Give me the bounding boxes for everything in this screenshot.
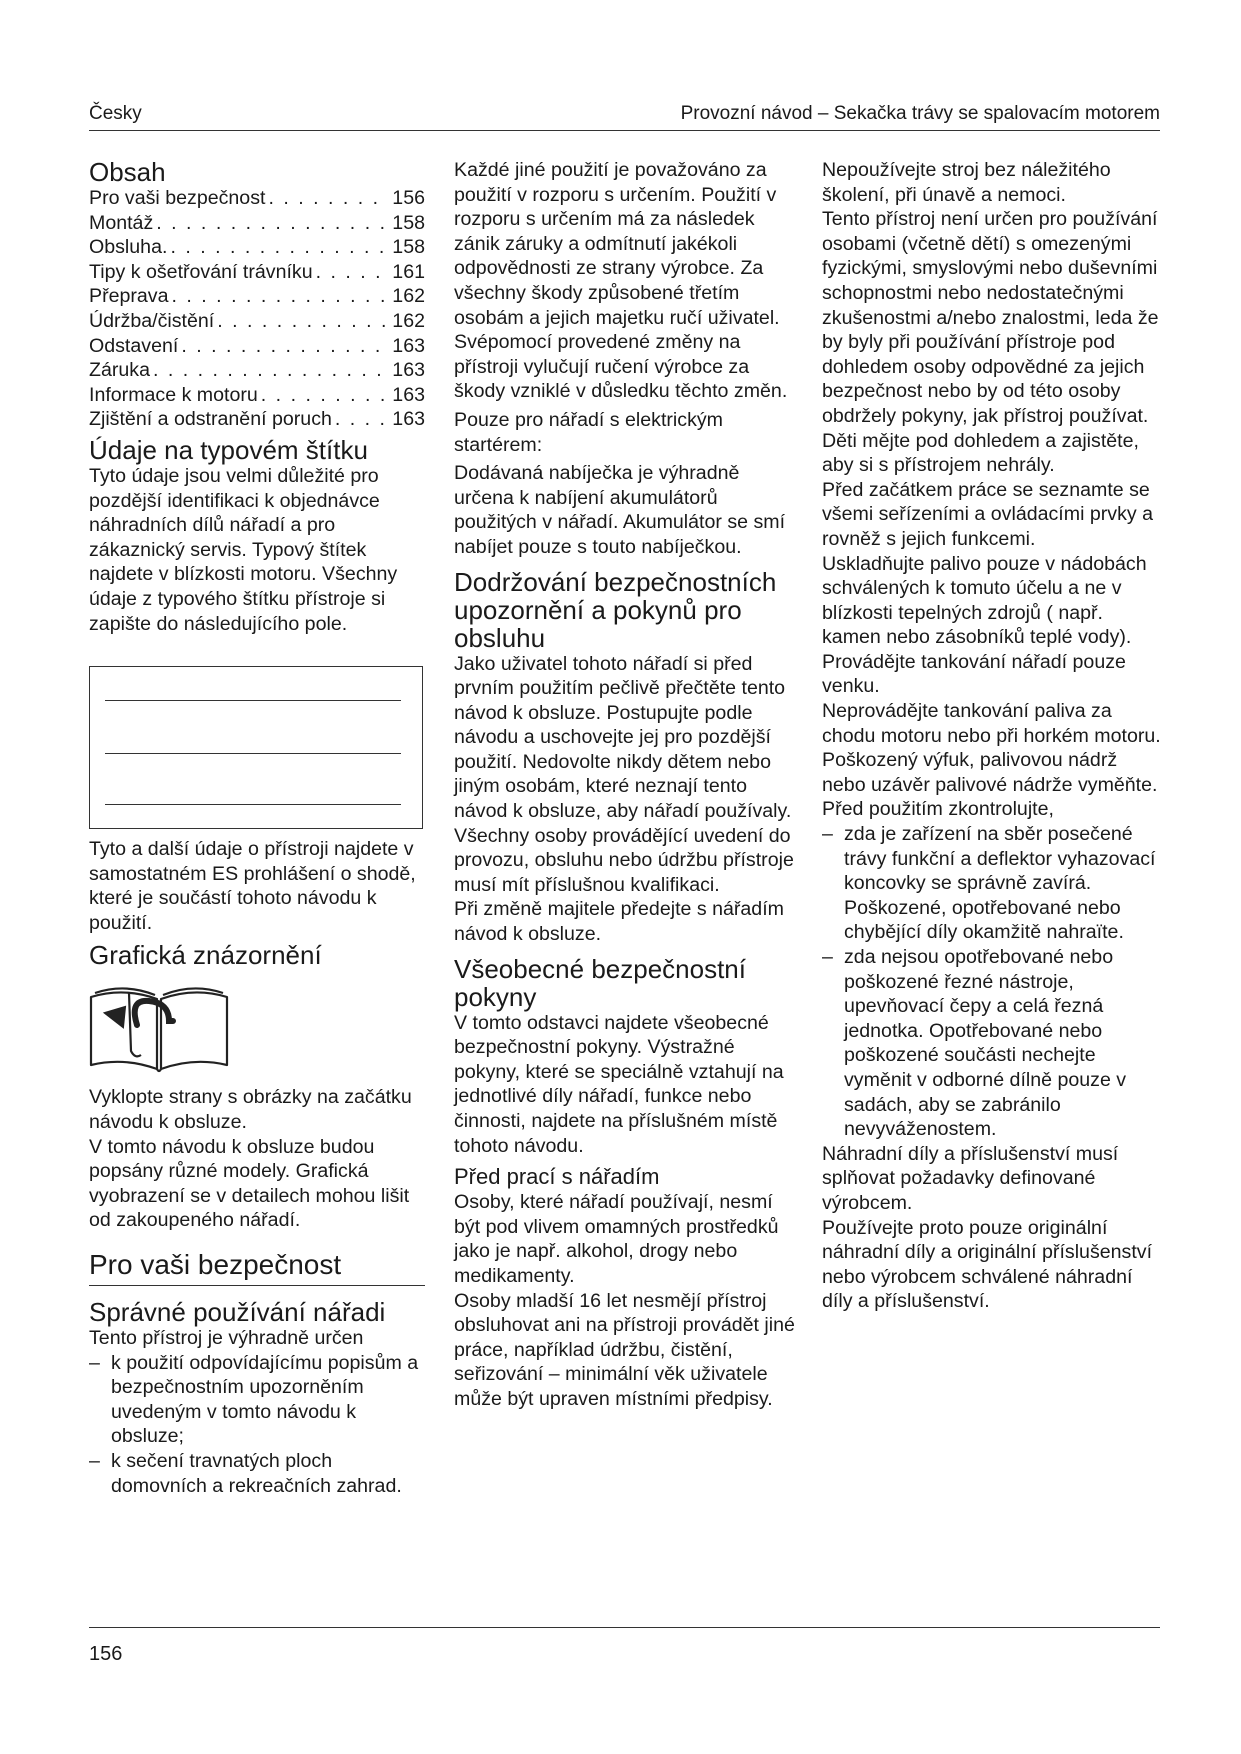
toc-dots bbox=[153, 358, 389, 383]
electric-starter-heading: Pouze pro nářadí s elektrickým startérem: bbox=[454, 408, 723, 456]
open-book-icon bbox=[89, 977, 229, 1075]
toc-row[interactable] bbox=[89, 211, 425, 236]
toc-page: 158 bbox=[392, 211, 425, 234]
use-intro: Tento přístroj je výhradně určen bbox=[89, 1327, 364, 1350]
use-list bbox=[89, 1351, 425, 1499]
toc-dots bbox=[170, 235, 389, 260]
header-doc-title: Provozní návod – Sekačka trávy se spalovacím motorem bbox=[680, 103, 1160, 124]
use-heading: Správné používání nářadi bbox=[89, 1297, 386, 1328]
toc-row[interactable] bbox=[89, 383, 425, 408]
toc-title: Obsluha. bbox=[89, 236, 168, 259]
list-item: – k sečení travnatých ploch domovních a rekreačních zahrad. bbox=[89, 1449, 425, 1498]
plate-heading: Údaje na typovém štítku bbox=[89, 434, 368, 465]
toc-page: 158 bbox=[392, 236, 425, 259]
observe-text-1: Jako uživatel tohoto nářadí si před prvním použitím pečlivě přečtěte tento návod k obsluze. Postupujte podle návodu a uschovejte jej pro pozdější použití. Nedovolte nikdy dětem nebo jiným osobám, které neznají tento návod k obsluze, aby nářadí používaly. bbox=[454, 652, 792, 823]
column-middle bbox=[454, 158, 799, 1412]
toc-dots bbox=[261, 383, 390, 408]
spare-parts-paragraph: Náhradní díly a příslušenství musí splňovat požadavky definované výrobcem. bbox=[822, 1142, 1119, 1214]
toc-title: Pro vaši bezpečnost bbox=[89, 187, 266, 209]
toc-page: 162 bbox=[392, 285, 425, 308]
toc-dots bbox=[335, 407, 389, 432]
toc-row[interactable] bbox=[89, 309, 425, 334]
toc-row[interactable] bbox=[89, 407, 425, 432]
original-parts-paragraph: Používejte proto pouze originální náhradní díly a originální příslušenství nebo výrobcem schválené náhradní díly a příslušenství. bbox=[822, 1216, 1153, 1313]
toc-heading: Obsah bbox=[89, 157, 166, 187]
toc-row[interactable] bbox=[89, 334, 425, 359]
refuel-paragraph: Neprovádějte tankování paliva za chodu motoru nebo při horkém motoru. bbox=[822, 700, 1161, 747]
graphic-text-1: Vyklopte strany s obrázky na začátku návodu k obsluze. bbox=[89, 1086, 412, 1134]
electric-starter-text: Dodávaná nabíječka je výhradně určena k nabíjení akumulátorů použitých v nářadí. Akumulátor se smí nabíjet pouze s touto nabíječkou. bbox=[454, 462, 786, 558]
list-item: – zda je zařízení na sběr posečené trávy funkční a deflektor vyhazovací koncovky se správně zavírá. Poškozené, opotřebované nebo chybějící díly okamžitě nahraïte. bbox=[822, 822, 1162, 945]
form-line[interactable] bbox=[105, 804, 401, 805]
column-right bbox=[822, 158, 1162, 1314]
toc-dots bbox=[217, 309, 389, 334]
exhaust-paragraph: Poškozený výfuk, palivovou nádrž nebo uzávěr palivové nádrže vyměňte. bbox=[822, 749, 1158, 796]
graphic-text-2: V tomto návodu k obsluze budou popsány různé modely. Grafická vyobrazení se v detailech mohou lišit od zakoupeného nářadí. bbox=[89, 1135, 410, 1232]
general-text: V tomto odstavci najdete všeobecné bezpečnostní pokyny. Výstražné pokyny, které se speciálně vztahují na jednotlivé díly nářadí, funkce nebo činnosti, najdete na příslušném místě tohoto návodu. bbox=[454, 1011, 784, 1157]
toc-page: 161 bbox=[392, 260, 425, 283]
section-divider bbox=[89, 1285, 425, 1286]
misuse-paragraph: Každé jiné použití je považováno za použití v rozporu s určením. Použití v rozporu s určením má za následek zánik záruky a odmítnutí jakékoli odpovědnosti ze strany výrobce. Za všechny škody způsobené třetím osobám a jejich majetku ručí uživatel. bbox=[454, 159, 780, 329]
check-intro: Před použitím zkontrolujte, bbox=[822, 798, 1054, 821]
toc-row[interactable] bbox=[89, 358, 425, 383]
fuel-storage-paragraph: Uskladňujte palivo pouze v nádobách schválených k tomuto účelu a ne v blízkosti tepelných zdrojů ( např. kamen nebo zásobníků teplé vody). Provádějte tankování nářadí pouze venku. bbox=[822, 552, 1147, 698]
toc-dots bbox=[181, 334, 389, 359]
observe-text-3: Při změně majitele předejte s nářadím návod k obsluze. bbox=[454, 898, 784, 946]
footer-divider bbox=[89, 1627, 1160, 1628]
form-line[interactable] bbox=[105, 700, 401, 701]
form-line[interactable] bbox=[105, 753, 401, 754]
observe-text-2: Všechny osoby provádějící uvedení do provozu, obsluhu nebo údržbu přístroje musí mít příslušnou kvalifikaci. bbox=[454, 824, 794, 896]
table-of-contents bbox=[89, 186, 425, 432]
persons-paragraph: Tento přístroj není určen pro používání osobami (včetně dětí) s omezenými fyzickými, smyslovými nebo duševními schopnostmi nebo nedostatečnými zkušenostmi a/nebo znalostmi, leda že by byly při používání přístroje pod dohledem osoby odpovědné za jejich bezpečnost nebo by od této osoby obdržely pokyny, jak přístroj používat. bbox=[822, 208, 1159, 427]
toc-title: Záruka bbox=[89, 359, 150, 382]
safety-section-heading: Pro vaši bezpečnost bbox=[89, 1249, 342, 1281]
toc-row[interactable] bbox=[89, 284, 425, 309]
plate-text: Tyto údaje jsou velmi důležité pro pozdější identifikaci k objednávce náhradních dílů nářadí a pro zákaznický servis. Typový štítek najdete v blízkosti motoru. Všechny údaje z typového štítku přístroje si zapište do následujícího pole. bbox=[89, 464, 398, 635]
before-work-text-1: Osoby, které nářadí používají, nesmí být pod vlivem omamných prostředků jako je např. alkohol, drogy nebo medikamenty. bbox=[454, 1191, 779, 1287]
before-work-heading: Před prací s nářadím bbox=[454, 1164, 660, 1190]
type-plate-form bbox=[89, 666, 423, 829]
graphic-heading: Grafická znázornění bbox=[89, 940, 322, 971]
observe-heading: Dodržování bezpečnostních upozornění a pokynů pro obsluhu bbox=[454, 566, 777, 653]
controls-paragraph: Před začátkem práce se seznamte se všemi seřízeními a ovládacími prvky a rovněž s jejich funkcemi. bbox=[822, 478, 1154, 550]
toc-title: Zjištění a odstranění poruch bbox=[89, 408, 332, 431]
toc-row[interactable] bbox=[89, 235, 425, 260]
header-divider bbox=[89, 130, 1160, 131]
toc-page: 156 bbox=[392, 187, 425, 209]
training-paragraph: Nepoužívejte stroj bez náležitého školení, při únavě a nemoci. bbox=[822, 159, 1111, 206]
plate-note: Tyto a další údaje o přístroji najdete v samostatném ES prohlášení o shodě, které je součástí tohoto návodu k použití. bbox=[89, 838, 416, 934]
list-item: – k použití odpovídajícímu popisům a bezpečnostním upozorněním uvedeným v tomto návodu k obsluze; bbox=[89, 1351, 425, 1449]
page-number: 156 bbox=[89, 1643, 123, 1665]
modification-paragraph: Svépomocí provedené změny na přístroji vylučují ručení výrobce za škody vzniklé v důsledku těchto změn. bbox=[454, 331, 788, 403]
toc-dots bbox=[156, 211, 389, 236]
toc-row[interactable] bbox=[89, 186, 425, 211]
toc-title: Údržba/čistění bbox=[89, 309, 215, 332]
general-heading: Všeobecné bezpečnostní pokyny bbox=[454, 953, 746, 1012]
header-language: Česky bbox=[89, 103, 142, 124]
toc-page: 163 bbox=[392, 334, 425, 357]
toc-page: 162 bbox=[392, 309, 425, 332]
list-item: – zda nejsou opotřebované nebo poškozené řezné nástroje, upevňovací čepy a celá řezná jednotka. Opotřebované nebo poškozené součásti nechejte vyměnit v odborné dílně pouze v sadách, aby se zabránilo nevyváženostem. bbox=[822, 945, 1162, 1142]
before-work-text-2: Osoby mladší 16 let nesmějí přístroj obsluhovat ani na přístroji provádět jiné práce, například údržbu, čistění, seřizování – minimální věk uživatele může být upraven místními předpisy. bbox=[454, 1289, 795, 1410]
toc-dots bbox=[316, 260, 390, 285]
check-list bbox=[822, 822, 1162, 1142]
toc-title: Odstavení bbox=[89, 334, 179, 357]
toc-title: Montáž bbox=[89, 211, 154, 234]
toc-dots bbox=[268, 186, 389, 211]
toc-title: Tipy k ošetřování trávníku bbox=[89, 260, 313, 283]
toc-page: 163 bbox=[392, 408, 425, 431]
toc-page: 163 bbox=[392, 383, 425, 406]
children-paragraph: Děti mějte pod dohledem a zajistěte, aby si s přístrojem nehrály. bbox=[822, 429, 1139, 477]
toc-title: Informace k motoru bbox=[89, 383, 258, 406]
toc-dots bbox=[172, 284, 390, 309]
toc-row[interactable] bbox=[89, 260, 425, 285]
toc-page: 163 bbox=[392, 359, 425, 382]
column-left bbox=[89, 158, 425, 1498]
toc-title: Přeprava bbox=[89, 285, 169, 308]
